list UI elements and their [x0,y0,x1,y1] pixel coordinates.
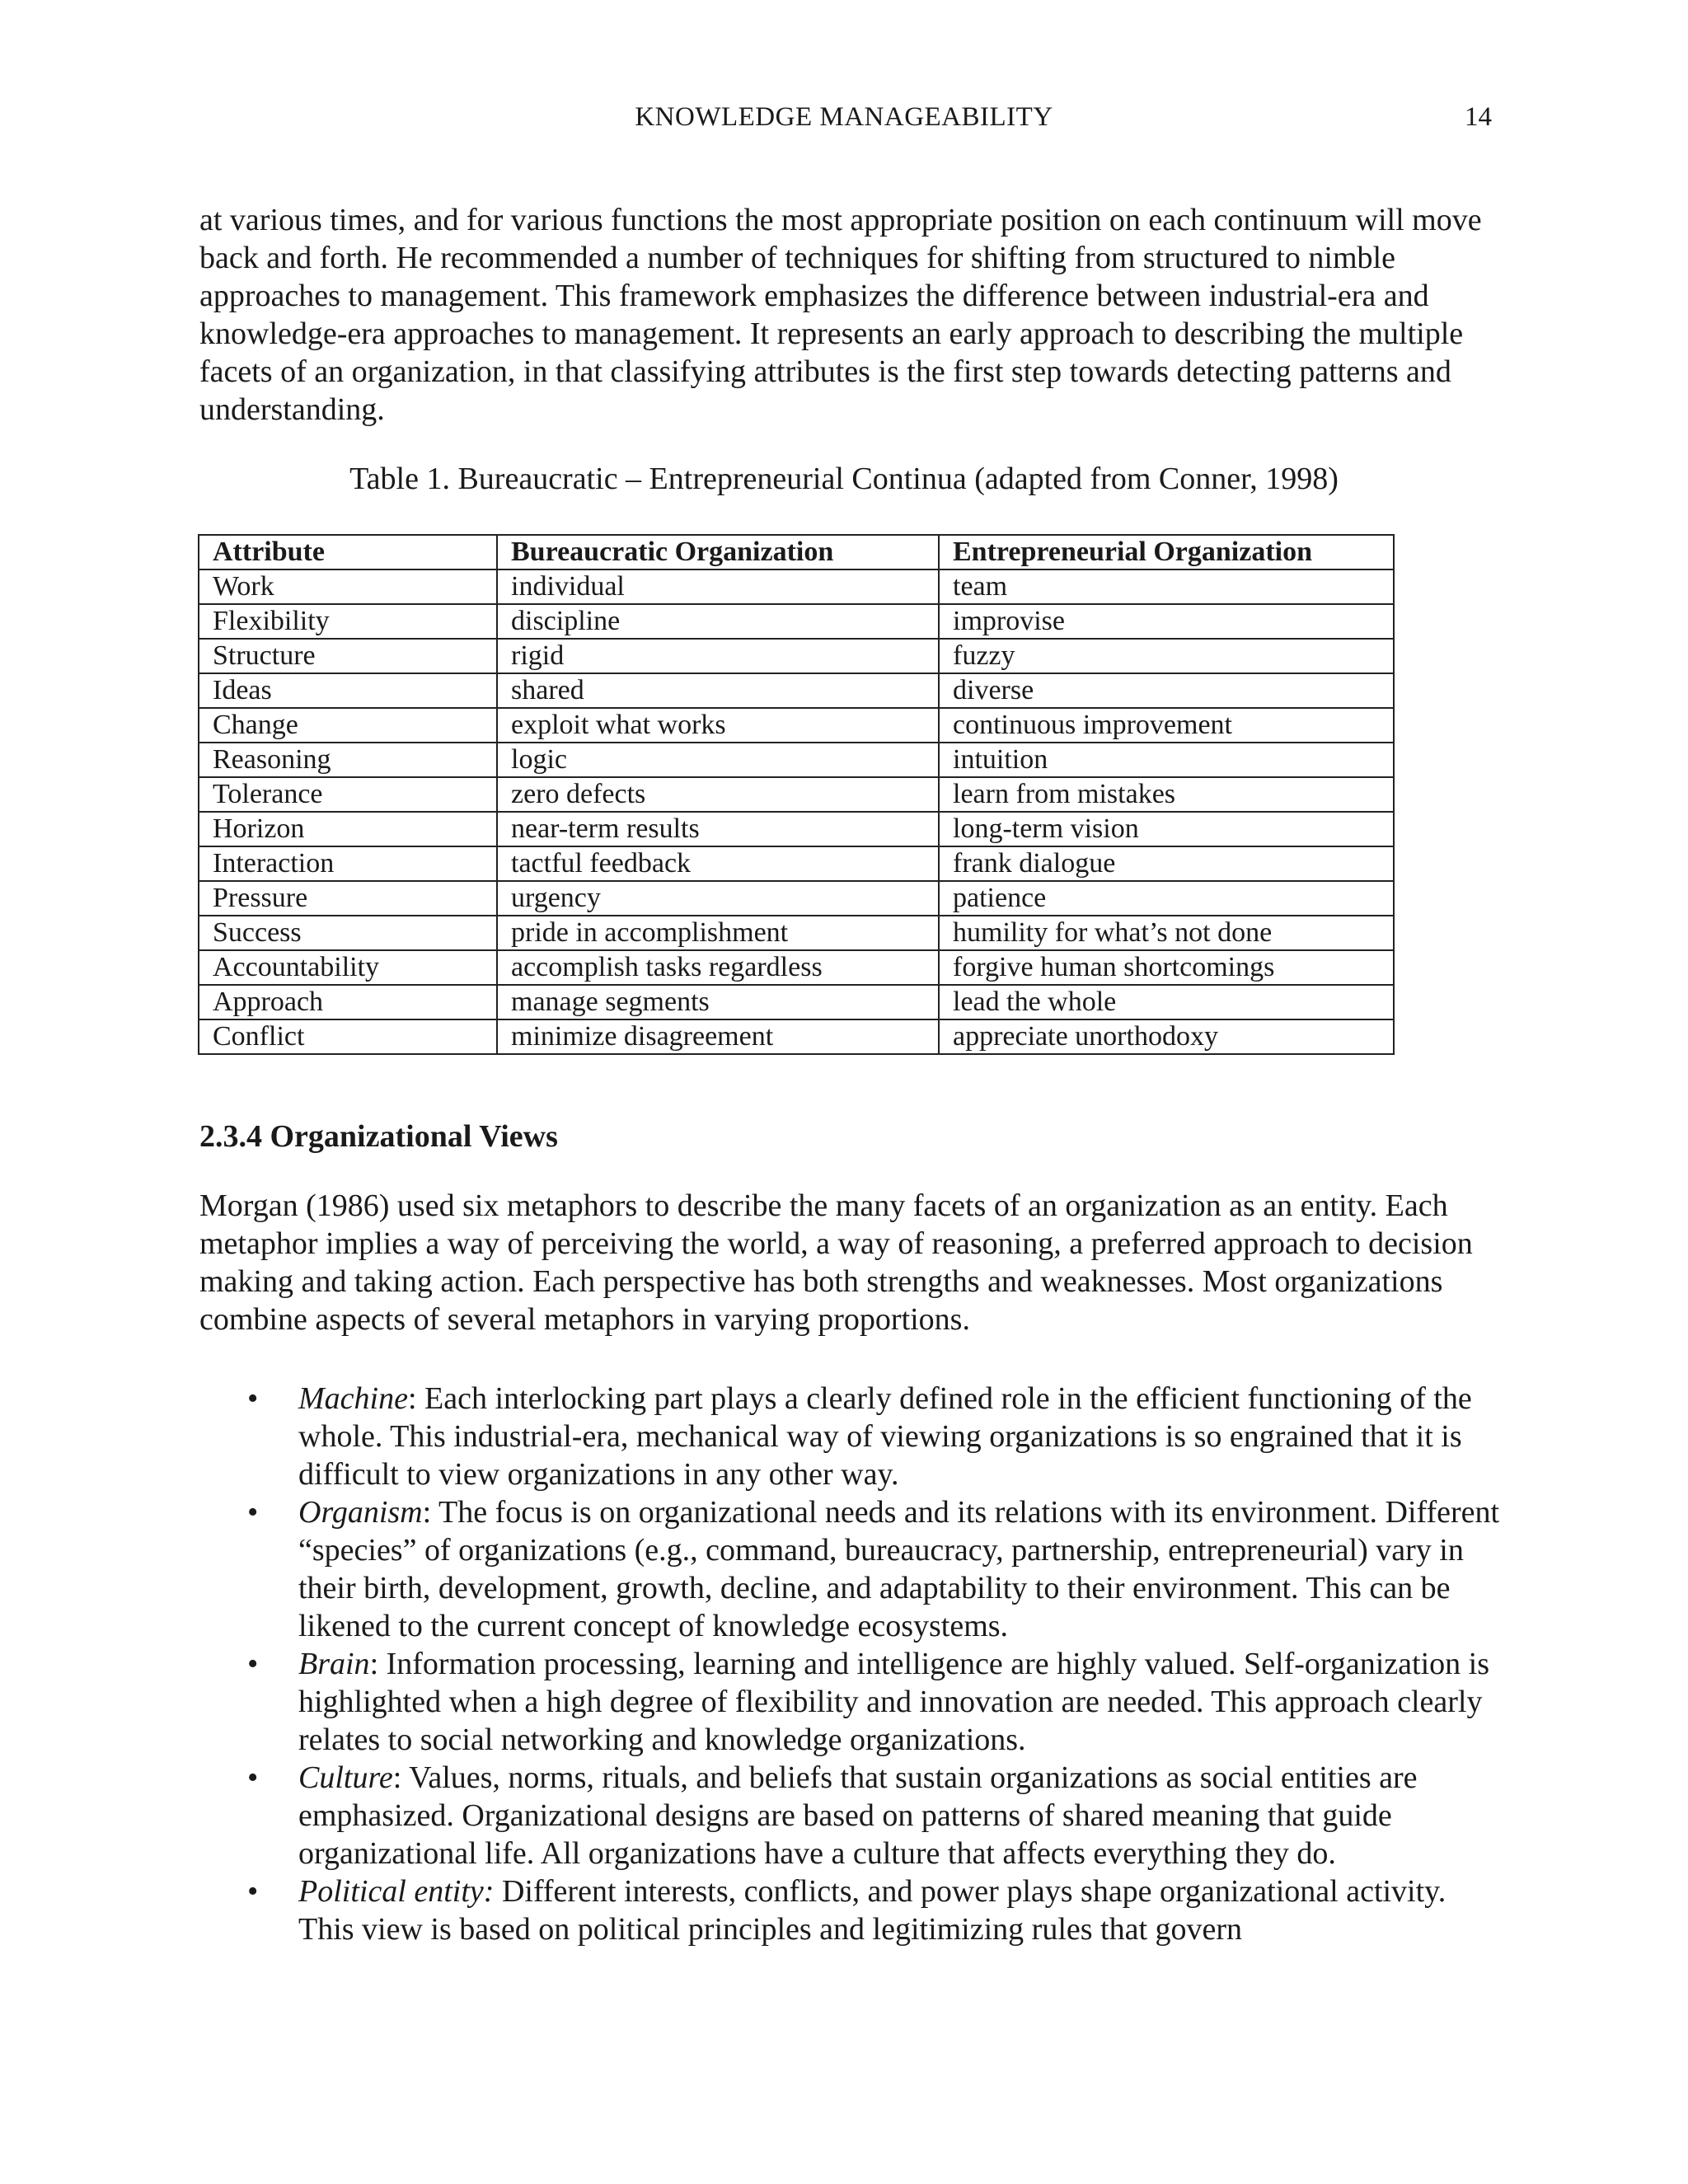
table-cell: minimize disagreement [497,1019,939,1054]
table-row [199,743,1394,777]
page-number: 14 [1465,102,1492,132]
table-cell: Structure [199,639,497,673]
bullet-icon: • [247,1760,259,1795]
table-cell: Pressure [199,881,497,916]
metaphor-term: Machine [298,1381,408,1416]
table-row [199,812,1394,846]
section-heading: 2.3.4 Organizational Views [199,1119,558,1154]
table-row [199,881,1394,916]
header-cell-attribute: Attribute [199,535,497,569]
table-cell: appreciate unorthodoxy [939,1019,1394,1054]
table-row [199,985,1394,1019]
intro-paragraph: at various times, and for various functions the most appropriate position on each continuum will move back and forth. He recommended a number of techniques for shifting from structured to nimble approaches to management. This framework emphasizes the difference between industrial-era and knowledge-era approaches to management. It represents an early approach to describing the multiple facets of an organization, in that classifying attributes is the first step towards detecting patterns and understanding. [199,203,1482,427]
table-cell: intuition [939,743,1394,777]
bullet-icon: • [247,1874,259,1909]
metaphor-description: The focus is on organizational needs and its relations with its environment. Different “species” of organizations (e.g., command, bureaucracy, partnership, entrepreneurial) vary in their birth, development, growth, decline, and adaptability to their environment. This can be likened to the current concept of knowledge ecosystems. [298,1495,1500,1643]
table-cell: Flexibility [199,604,497,639]
metaphor-term: Culture [298,1760,393,1795]
table-cell: humility for what’s not done [939,916,1394,950]
header-cell-entrepreneurial: Entrepreneurial Organization [939,535,1394,569]
table-caption: Table 1. Bureaucratic – Entrepreneurial Continua (adapted from Conner, 1998) [349,462,1339,496]
table-cell: frank dialogue [939,846,1394,881]
table-row [199,950,1394,985]
table-cell: logic [497,743,939,777]
table-header-row [199,535,1394,569]
table-cell: long-term vision [939,812,1394,846]
table-row [199,639,1394,673]
bullet-icon: • [247,1647,259,1681]
list-item [199,1645,1502,1759]
table-cell: diverse [939,673,1394,708]
list-item [199,1759,1502,1872]
table-row [199,846,1394,881]
table-cell: Interaction [199,846,497,881]
table-cell: exploit what works [497,708,939,743]
table-cell: urgency [497,881,939,916]
table-cell: Change [199,708,497,743]
metaphor-description: Each interlocking part plays a clearly defined role in the efficient functioning of the whole. This industrial-era, mechanical way of viewing organizations is so engrained that it is difficult to view organizations in any other way. [298,1381,1472,1492]
table-row [199,916,1394,950]
bullet-icon: • [247,1381,259,1416]
table-cell: rigid [497,639,939,673]
running-title: KNOWLEDGE MANAGEABILITY [635,102,1053,132]
table-cell: manage segments [497,985,939,1019]
table-cell: accomplish tasks regardless [497,950,939,985]
table-cell: Success [199,916,497,950]
table-row [199,673,1394,708]
list-item [199,1493,1502,1645]
table-cell: Conflict [199,1019,497,1054]
table-cell: Reasoning [199,743,497,777]
term-separator: : [407,1381,425,1416]
table-cell: improvise [939,604,1394,639]
table-row [199,708,1394,743]
section-paragraph: Morgan (1986) used six metaphors to describe the many facets of an organization as an entity. Each metaphor implies a way of perceiving the world, a way of reasoning, a preferred approach to decision making and taking action. Each perspective has both strengths and weaknesses. Most organizations combine aspects of several metaphors in varying proportions. [199,1188,1473,1337]
table-row [199,777,1394,812]
table-cell: Work [199,569,497,604]
running-head [0,99,1688,135]
metaphor-description: Different interests, conflicts, and power plays shape organizational activity. This view is based on political principles and legitimizing rules that govern [298,1874,1447,1947]
table-cell: individual [497,569,939,604]
table-cell: zero defects [497,777,939,812]
continua-table [198,534,1395,1055]
list-item [199,1872,1502,1948]
table-cell: fuzzy [939,639,1394,673]
list-item [199,1380,1502,1493]
table-cell: tactful feedback [497,846,939,881]
table-cell: Tolerance [199,777,497,812]
term-separator: : [422,1495,438,1530]
metaphor-term: Brain [298,1647,370,1681]
table-cell: near-term results [497,812,939,846]
metaphor-term: Organism [298,1495,423,1530]
table-cell: Accountability [199,950,497,985]
table-cell: Ideas [199,673,497,708]
table-row [199,1019,1394,1054]
table-row [199,604,1394,639]
table-cell: continuous improvement [939,708,1394,743]
table-cell: pride in accomplishment [497,916,939,950]
table-cell: Approach [199,985,497,1019]
metaphor-description: Values, norms, rituals, and beliefs that sustain organizations as social entities are emphasized. Organizational designs are based on patterns of shared meaning that guide organizational life. All organizations have a culture that affects everything they do. [298,1760,1418,1871]
metaphor-list [199,1380,1502,1948]
table-cell: team [939,569,1394,604]
table-row [199,569,1394,604]
table-cell: learn from mistakes [939,777,1394,812]
table-cell: Horizon [199,812,497,846]
table-cell: patience [939,881,1394,916]
term-separator: : [369,1647,387,1681]
table-cell: shared [497,673,939,708]
metaphor-term: Political entity: [298,1874,495,1909]
table-cell: discipline [497,604,939,639]
header-cell-bureaucratic: Bureaucratic Organization [497,535,939,569]
bullet-icon: • [247,1495,259,1530]
metaphor-description: Information processing, learning and intelligence are highly valued. Self-organization is highlighted when a high degree of flexibility and innovation are needed. This approach clearly relates to social networking and knowledge organizations. [298,1647,1490,1757]
term-separator: : [392,1760,410,1795]
term-separator [494,1874,502,1909]
table-cell: lead the whole [939,985,1394,1019]
table-cell: forgive human shortcomings [939,950,1394,985]
